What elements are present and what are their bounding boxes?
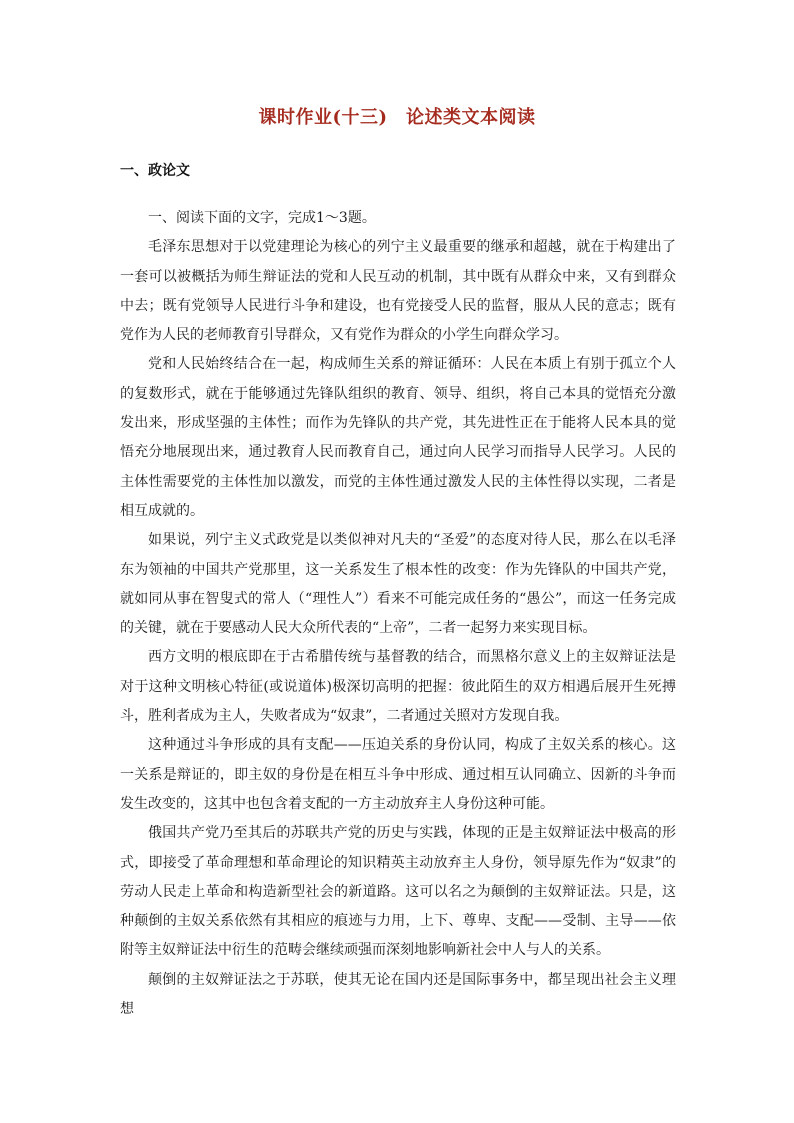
paragraph-instruction: 一、阅读下面的文字，完成1～3题。 xyxy=(148,210,376,226)
paragraph: 俄国共产党乃至其后的苏联共产党的历史与实践，体现的正是主奴辩证法中极高的形式，即接受了革命理想和革命理论的知识精英主动放弃主人身份，领导原先作为“奴隶”的劳动人民走上革命和构造新型社会的新道路。这可以名之为颠倒的主奴辩证法。只是，这种颠倒的主奴关系依然有其相应的痕迹与力用，上下、尊卑、支配——受制、主导——依附等主奴辩证法中衍生的范畴会继续顽强而深刻地影响新社会中人与人的关系。 xyxy=(120,825,676,959)
paragraph: 如果说，列宁主义式政党是以类似神对凡夫的“圣爱”的态度对待人民，那么在以毛泽东为领袖的中国共产党那里，这一关系发生了根本性的改变：作为先锋队的中国共产党，就如同从事在智叟式的常人（“理性人”）看来不可能完成任务的“愚公”，而这一任务完成的关键，就在于要感动人民大众所代表的“上帝”，二者一起努力来实现目标。 xyxy=(120,532,676,637)
paragraph: 西方文明的根底即在于古希腊传统与基督教的结合，而黑格尔意义上的主奴辩证法是对于这种文明核心特征(或说道体)极深切高明的把握：彼此陌生的双方相遇后展开生死搏斗，胜利者成为主人，失败者成为“奴隶”，二者通过关照对方发现自我。 xyxy=(120,649,676,725)
page-title: 课时作业(十三) 论述类文本阅读 xyxy=(258,107,536,128)
paragraph: 党和人民始终结合在一起，构成师生关系的辩证循环：人民在本质上有别于孤立个人的复数形式，就在于能够通过先锋队组织的教育、领导、组织，将自己本具的觉悟充分激发出来，形成坚强的主体性；而作为先锋队的共产党，其先进性正在于能将人民本具的觉悟充分地展现出来，通过教育人民而教育自己，通过向人民学习而指导人民学习。人民的主体性需要党的主体性加以激发，而党的主体性通过激发人民的主体性得以实现，二者是相互成就的。 xyxy=(120,356,676,519)
paragraph: 这种通过斗争形成的具有支配——压迫关系的身份认同，构成了主奴关系的核心。这一关系是辩证的，即主奴的身份是在相互斗争中形成、通过相互认同确立、因新的斗争而发生改变的，这其中也包含着支配的一方主动放弃主人身份这种可能。 xyxy=(120,737,676,812)
section-heading: 一、政论文 xyxy=(120,163,190,179)
paragraph: 毛泽东思想对于以党建理论为核心的列宁主义最重要的继承和超越，就在于构建出了一套可以被概括为师生辩证法的党和人民互动的机制，其中既有从群众中来，又有到群众中去；既有党领导人民进行斗争和建设，也有党接受人民的监督，服从人民的意志；既有党作为人民的老师教育引导群众，又有党作为群众的小学生向群众学习。 xyxy=(120,239,676,344)
paragraph: 颠倒的主奴辩证法之于苏联，使其无论在国内还是国际事务中，都呈现出社会主义理想 xyxy=(120,971,676,1018)
body-text xyxy=(120,204,676,1024)
